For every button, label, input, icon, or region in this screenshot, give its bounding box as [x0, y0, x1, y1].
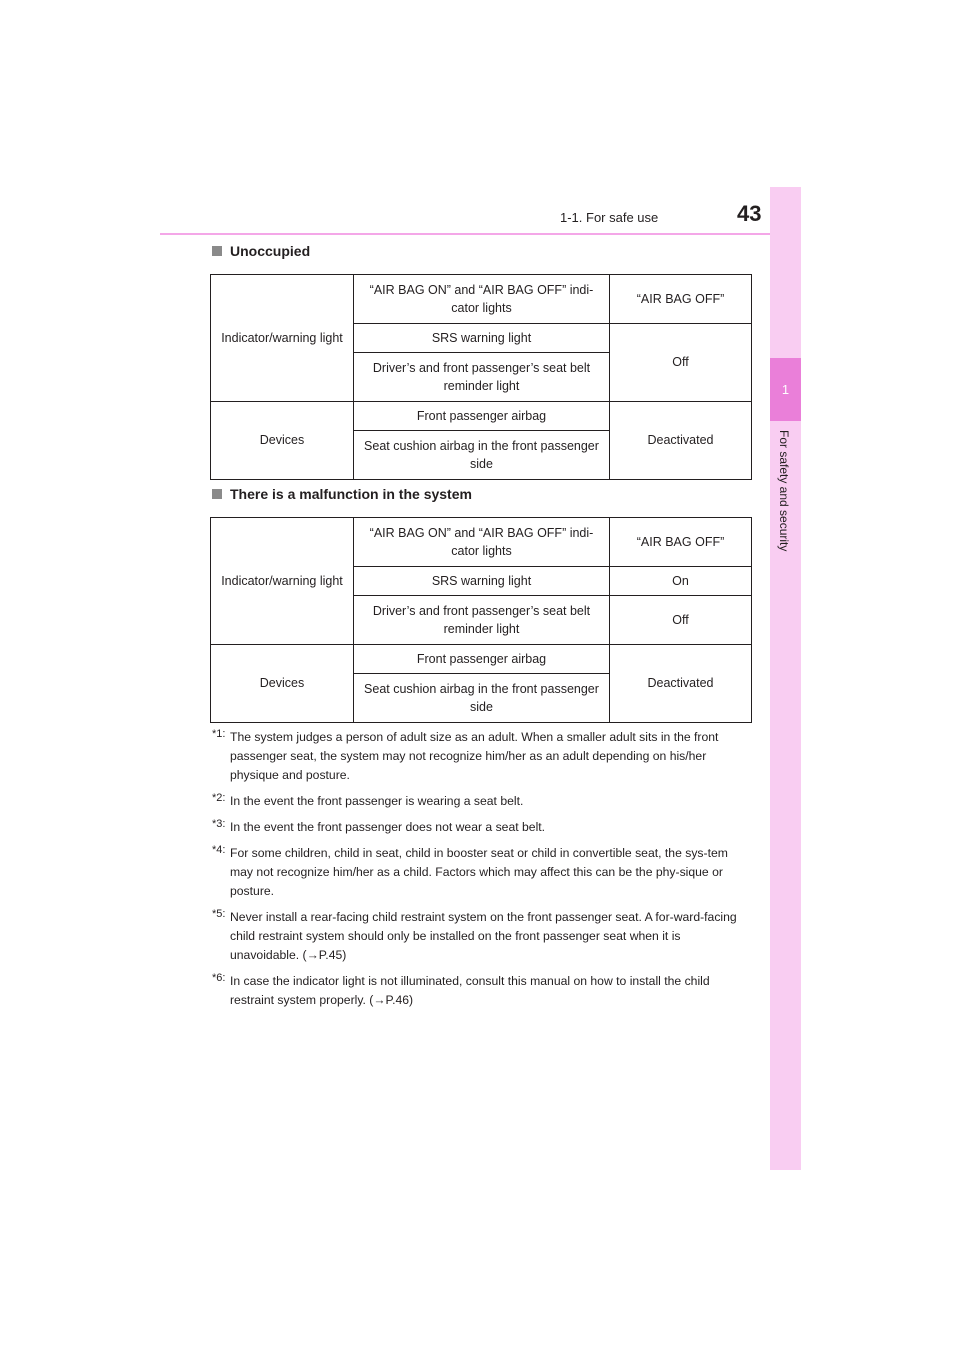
section-heading-text: There is a malfunction in the system: [230, 486, 472, 502]
value-cell: Off: [610, 596, 752, 645]
value-cell: “AIR BAG OFF”: [610, 275, 752, 324]
section-heading-malfunction: [212, 486, 472, 502]
footnote-text: In case the indicator light is not illuminated, consult this manual on how to install the child restraint system properly. (→P.46): [230, 974, 710, 1007]
table-row: [211, 645, 752, 674]
value-cell: Deactivated: [610, 402, 752, 480]
table-row: [211, 275, 752, 324]
section-heading-unoccupied: [212, 243, 310, 259]
value-cell: On: [610, 567, 752, 596]
item-cell: SRS warning light: [354, 324, 610, 353]
footnote-mark: *1:: [212, 728, 226, 740]
chapter-label: For safety and security: [777, 430, 791, 552]
item-cell: Front passenger airbag: [354, 645, 610, 674]
footnote-mark: *4:: [212, 844, 226, 856]
item-cell: Seat cushion airbag in the front passenger side: [354, 674, 610, 723]
footnote-text: For some children, child in seat, child in booster seat or child in convertible seat, the sys-tem may not recognize him/her as a child. Factors which may affect this can be the phy-sique or posture.: [230, 846, 728, 898]
chapter-number: 1: [781, 382, 790, 397]
value-cell: Off: [610, 324, 752, 402]
group-cell-devices: Devices: [211, 645, 354, 723]
footnote-mark: *3:: [212, 818, 226, 830]
footnote-text: The system judges a person of adult size as an adult. When a smaller adult sits in the front passenger seat, the system may not recognize him/her as an adult depending on his/her physique and posture.: [230, 730, 719, 782]
page-number: 43: [737, 201, 762, 226]
footnote: [212, 908, 752, 965]
footnotes: [212, 728, 752, 1017]
table-row: [211, 402, 752, 431]
footnote: [212, 792, 752, 811]
item-cell: Driver’s and front passenger’s seat belt reminder light: [354, 596, 610, 645]
item-cell: Front passenger airbag: [354, 402, 610, 431]
footnote: [212, 818, 752, 837]
footnote-mark: *6:: [212, 972, 226, 984]
footnote-text: Never install a rear-facing child restraint system on the front passenger seat. A for-ward-facing child restraint system should only be installed on the front passenger seat when it is unavoidable. (→P.45): [230, 910, 737, 962]
header-divider: [160, 233, 770, 235]
footnote-text: In the event the front passenger is wearing a seat belt.: [230, 794, 524, 808]
table-row: [211, 518, 752, 567]
footnote-mark: *2:: [212, 792, 226, 804]
status-table-malfunction: [210, 517, 752, 723]
square-bullet-icon: [212, 489, 222, 499]
chapter-number-tab: [770, 358, 801, 421]
item-cell: Seat cushion airbag in the front passenger side: [354, 431, 610, 480]
footnote: [212, 844, 752, 901]
item-cell: Driver’s and front passenger’s seat belt reminder light: [354, 353, 610, 402]
group-cell-devices: Devices: [211, 402, 354, 480]
footnote: [212, 972, 752, 1010]
square-bullet-icon: [212, 246, 222, 256]
group-cell-indicator: Indicator/warning light: [211, 275, 354, 402]
item-cell: “AIR BAG ON” and “AIR BAG OFF” indi-cator lights: [354, 518, 610, 567]
side-tab-band: [770, 187, 801, 1170]
section-title: 1-1. For safe use: [560, 210, 659, 225]
value-cell: “AIR BAG OFF”: [610, 518, 752, 567]
footnote: [212, 728, 752, 785]
value-cell: Deactivated: [610, 645, 752, 723]
item-cell: SRS warning light: [354, 567, 610, 596]
group-cell-indicator: Indicator/warning light: [211, 518, 354, 645]
footnote-text: In the event the front passenger does not wear a seat belt.: [230, 820, 546, 834]
footnote-mark: *5:: [212, 908, 226, 920]
status-table-unoccupied: [210, 274, 752, 480]
item-cell: “AIR BAG ON” and “AIR BAG OFF” indi-cator lights: [354, 275, 610, 324]
section-heading-text: Unoccupied: [230, 243, 311, 259]
